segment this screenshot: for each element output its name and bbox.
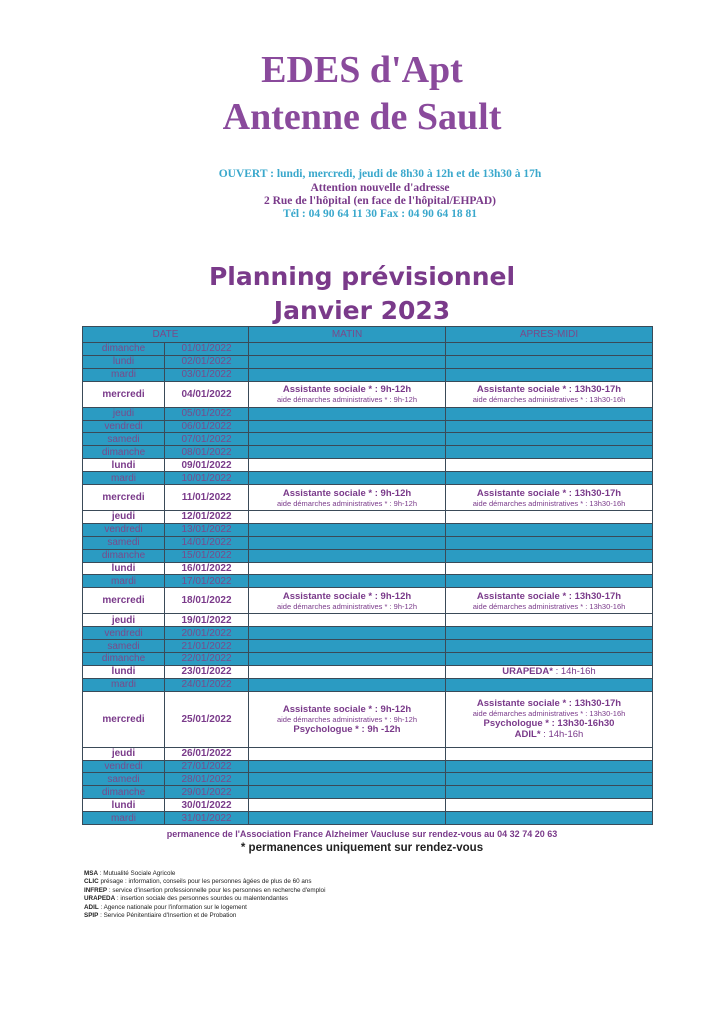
- service-line: [249, 704, 445, 715]
- planning-month: Janvier 2023: [273, 296, 451, 325]
- day-cell: dimanche: [83, 786, 165, 799]
- service-hours: : 14h-16h: [552, 666, 596, 678]
- apres-midi-cell: [446, 511, 653, 524]
- service-hours: : 9h-12h: [372, 487, 412, 499]
- service-line: [446, 698, 652, 709]
- service-hours: : 9h-12h: [387, 714, 418, 724]
- date-cell: 29/01/2022: [165, 786, 249, 799]
- date-cell: 17/01/2022: [165, 575, 249, 588]
- table-row: [83, 523, 653, 536]
- date-cell: 01/01/2022: [165, 343, 249, 356]
- apres-midi-cell: [446, 536, 653, 549]
- day-cell: jeudi: [83, 511, 165, 524]
- service-name: Psychologue *: [483, 718, 549, 730]
- day-cell: mercredi: [83, 691, 165, 747]
- day-cell: dimanche: [83, 653, 165, 666]
- apres-midi-cell: [446, 381, 653, 407]
- matin-cell: [249, 812, 446, 825]
- date-cell: 14/01/2022: [165, 536, 249, 549]
- table-row: [83, 536, 653, 549]
- legend-item: [84, 912, 325, 920]
- day-cell: mercredi: [83, 485, 165, 511]
- date-cell: 28/01/2022: [165, 773, 249, 786]
- apres-midi-cell: [446, 691, 653, 747]
- legend-abbr: ADIL: [84, 903, 99, 911]
- table-row: [83, 588, 653, 614]
- service-hours: : 9h -12h: [358, 723, 401, 735]
- apres-midi-cell: [446, 446, 653, 459]
- service-hours: : 9h-12h: [372, 703, 412, 715]
- table-row: [83, 485, 653, 511]
- legend-item: [84, 904, 325, 912]
- service-line: [249, 499, 445, 508]
- legend-item: [84, 887, 325, 895]
- service-line: [446, 709, 652, 718]
- title-line2: Antenne de Sault: [222, 96, 502, 138]
- matin-cell: [249, 588, 446, 614]
- service-name: Assistante sociale *: [476, 487, 567, 499]
- matin-cell: [249, 799, 446, 812]
- date-cell: 19/01/2022: [165, 614, 249, 627]
- service-line: [249, 384, 445, 395]
- legend-text: : Service Pénitentiaire d'Insertion et de Probation: [98, 912, 237, 920]
- day-cell: samedi: [83, 640, 165, 653]
- header-apres-midi: APRES-MIDI: [446, 327, 653, 343]
- date-cell: 16/01/2022: [165, 562, 249, 575]
- matin-cell: [249, 562, 446, 575]
- service-name: aide démarches administratives *: [276, 395, 388, 405]
- matin-cell: [249, 459, 446, 472]
- matin-cell: [249, 614, 446, 627]
- date-cell: 03/01/2022: [165, 368, 249, 381]
- apres-midi-cell: [446, 433, 653, 446]
- day-cell: lundi: [83, 459, 165, 472]
- legend-abbr: CLIC: [84, 878, 99, 886]
- abbreviation-legend: [84, 870, 325, 920]
- table-row: [83, 665, 653, 678]
- table-row: [83, 368, 653, 381]
- day-cell: samedi: [83, 536, 165, 549]
- day-cell: mardi: [83, 812, 165, 825]
- date-cell: 10/01/2022: [165, 472, 249, 485]
- service-hours: : 13h30-17h: [566, 590, 622, 602]
- day-cell: mardi: [83, 678, 165, 691]
- table-row: [83, 773, 653, 786]
- apres-midi-cell: [446, 549, 653, 562]
- table-row: [83, 433, 653, 446]
- service-name: aide démarches administratives *: [276, 714, 388, 724]
- table-row: [83, 760, 653, 773]
- apres-midi-cell: [446, 747, 653, 760]
- apres-midi-cell: [446, 665, 653, 678]
- date-cell: 24/01/2022: [165, 678, 249, 691]
- service-hours: : 9h-12h: [387, 601, 418, 611]
- day-cell: vendredi: [83, 627, 165, 640]
- service-line: [446, 602, 652, 611]
- matin-cell: [249, 653, 446, 666]
- alzheimer-note: permanence de l'Association France Alzheimer Vaucluse sur rendez-vous au 04 32 74 20 63: [166, 829, 558, 839]
- table-row: [83, 459, 653, 472]
- date-cell: 21/01/2022: [165, 640, 249, 653]
- apres-midi-cell: [446, 355, 653, 368]
- matin-cell: [249, 747, 446, 760]
- apres-midi-cell: [446, 472, 653, 485]
- day-cell: vendredi: [83, 523, 165, 536]
- service-name: aide démarches administratives *: [276, 498, 388, 508]
- service-line: [446, 488, 652, 499]
- day-cell: lundi: [83, 562, 165, 575]
- legend-text: : Mutualité Sociale Agricole: [98, 870, 176, 877]
- matin-cell: [249, 511, 446, 524]
- day-cell: dimanche: [83, 343, 165, 356]
- date-cell: 22/01/2022: [165, 653, 249, 666]
- service-line: [446, 591, 652, 602]
- service-name: aide démarches administratives *: [472, 709, 584, 719]
- header-matin: MATIN: [249, 327, 446, 343]
- apres-midi-cell: [446, 575, 653, 588]
- date-cell: 20/01/2022: [165, 627, 249, 640]
- day-cell: jeudi: [83, 747, 165, 760]
- matin-cell: [249, 420, 446, 433]
- date-cell: 15/01/2022: [165, 549, 249, 562]
- matin-cell: [249, 355, 446, 368]
- matin-cell: [249, 368, 446, 381]
- date-cell: 08/01/2022: [165, 446, 249, 459]
- service-name: aide démarches administratives *: [472, 498, 584, 508]
- table-header-row: [83, 327, 653, 343]
- day-cell: mercredi: [83, 588, 165, 614]
- matin-cell: [249, 381, 446, 407]
- table-row: [83, 407, 653, 420]
- service-line: [249, 724, 445, 735]
- service-hours: : 13h30-16h: [583, 601, 626, 611]
- apres-midi-cell: [446, 653, 653, 666]
- day-cell: mercredi: [83, 381, 165, 407]
- table-row: [83, 549, 653, 562]
- matin-cell: [249, 773, 446, 786]
- header-date: DATE: [83, 327, 249, 343]
- service-name: Psychologue *: [293, 723, 359, 735]
- date-cell: 11/01/2022: [165, 485, 249, 511]
- date-cell: 23/01/2022: [165, 665, 249, 678]
- legend-text: : service d'insertion professionnelle pour les personnes en recherche d'emploi: [107, 886, 326, 894]
- service-hours: : 13h30-17h: [566, 487, 622, 499]
- matin-cell: [249, 433, 446, 446]
- day-cell: mardi: [83, 368, 165, 381]
- service-hours: : 13h30-16h30: [548, 718, 615, 730]
- service-hours: : 9h-12h: [387, 395, 418, 405]
- table-row: [83, 355, 653, 368]
- table-row: [83, 812, 653, 825]
- date-cell: 30/01/2022: [165, 799, 249, 812]
- legend-text: : insertion sociale des personnes sourdes ou malentendantes: [115, 895, 289, 903]
- date-cell: 12/01/2022: [165, 511, 249, 524]
- service-hours: : 13h30-17h: [566, 384, 622, 396]
- day-cell: dimanche: [83, 446, 165, 459]
- day-cell: lundi: [83, 665, 165, 678]
- day-cell: dimanche: [83, 549, 165, 562]
- service-name: aide démarches administratives *: [472, 601, 584, 611]
- planning-table: [82, 326, 653, 825]
- title-line1: EDES d'Apt: [261, 49, 463, 91]
- opening-hours: OUVERT : lundi, mercredi, jeudi de 8h30 à 12h et de 13h30 à 17h: [218, 168, 542, 180]
- apres-midi-cell: [446, 760, 653, 773]
- day-cell: vendredi: [83, 760, 165, 773]
- service-line: [446, 499, 652, 508]
- apres-midi-cell: [446, 562, 653, 575]
- legend-abbr: INFREP: [84, 886, 108, 894]
- apres-midi-cell: [446, 485, 653, 511]
- apres-midi-cell: [446, 343, 653, 356]
- matin-cell: [249, 691, 446, 747]
- apres-midi-cell: [446, 614, 653, 627]
- table-row: [83, 653, 653, 666]
- apres-midi-cell: [446, 678, 653, 691]
- matin-cell: [249, 786, 446, 799]
- date-cell: 13/01/2022: [165, 523, 249, 536]
- phone-fax: Tél : 04 90 64 11 30 Fax : 04 90 64 18 81: [283, 208, 477, 220]
- matin-cell: [249, 523, 446, 536]
- service-line: [446, 666, 652, 677]
- table-row: [83, 640, 653, 653]
- service-hours: : 13h30-17h: [566, 698, 622, 710]
- service-hours: : 14h-16h: [540, 729, 584, 741]
- matin-cell: [249, 665, 446, 678]
- matin-cell: [249, 485, 446, 511]
- table-row: [83, 786, 653, 799]
- apres-midi-cell: [446, 640, 653, 653]
- address-notice: Attention nouvelle d'adresse: [310, 182, 450, 194]
- date-cell: 27/01/2022: [165, 760, 249, 773]
- matin-cell: [249, 407, 446, 420]
- date-cell: 06/01/2022: [165, 420, 249, 433]
- date-cell: 09/01/2022: [165, 459, 249, 472]
- legend-text: présage : information, conseils pour les personnes âgées de plus de 60 ans: [98, 878, 312, 886]
- date-cell: 26/01/2022: [165, 747, 249, 760]
- table-row: [83, 381, 653, 407]
- date-cell: 05/01/2022: [165, 407, 249, 420]
- day-cell: samedi: [83, 773, 165, 786]
- table-row: [83, 575, 653, 588]
- service-name: Assistante sociale *: [476, 698, 567, 710]
- apres-midi-cell: [446, 459, 653, 472]
- service-line: [446, 384, 652, 395]
- apres-midi-cell: [446, 407, 653, 420]
- matin-cell: [249, 549, 446, 562]
- legend-item: [84, 870, 325, 878]
- date-cell: 07/01/2022: [165, 433, 249, 446]
- legend-text: : Agence nationale pour l'information sur le logement: [98, 903, 247, 911]
- planning-title: Planning prévisionnel: [208, 262, 516, 291]
- apres-midi-cell: [446, 799, 653, 812]
- service-hours: : 9h-12h: [387, 498, 418, 508]
- apres-midi-cell: [446, 420, 653, 433]
- matin-cell: [249, 627, 446, 640]
- day-cell: mardi: [83, 575, 165, 588]
- service-name: aide démarches administratives *: [276, 601, 388, 611]
- table-row: [83, 614, 653, 627]
- table-row: [83, 691, 653, 747]
- apres-midi-cell: [446, 368, 653, 381]
- legend-abbr: URAPEDA: [84, 895, 116, 903]
- matin-cell: [249, 472, 446, 485]
- matin-cell: [249, 640, 446, 653]
- matin-cell: [249, 575, 446, 588]
- table-row: [83, 343, 653, 356]
- service-name: Assistante sociale *: [476, 590, 567, 602]
- service-hours: : 13h30-16h: [583, 709, 626, 719]
- date-cell: 31/01/2022: [165, 812, 249, 825]
- service-name: Assistante sociale *: [476, 384, 567, 396]
- matin-cell: [249, 760, 446, 773]
- apres-midi-cell: [446, 523, 653, 536]
- service-line: [249, 602, 445, 611]
- table-row: [83, 678, 653, 691]
- service-hours: : 9h-12h: [372, 590, 412, 602]
- day-cell: vendredi: [83, 420, 165, 433]
- service-name: Assistante sociale *: [282, 384, 373, 396]
- matin-cell: [249, 536, 446, 549]
- matin-cell: [249, 678, 446, 691]
- service-name: URAPEDA*: [502, 666, 553, 678]
- service-line: [249, 395, 445, 404]
- day-cell: lundi: [83, 799, 165, 812]
- service-name: ADIL*: [514, 729, 541, 741]
- day-cell: jeudi: [83, 407, 165, 420]
- apres-midi-cell: [446, 588, 653, 614]
- service-line: [446, 395, 652, 404]
- service-name: Assistante sociale *: [282, 590, 373, 602]
- service-line: [446, 718, 652, 729]
- apres-midi-cell: [446, 786, 653, 799]
- legend-abbr: MSA: [84, 870, 98, 877]
- table-row: [83, 799, 653, 812]
- address: 2 Rue de l'hôpital (en face de l'hôpital/EHPAD): [263, 195, 497, 207]
- table-row: [83, 627, 653, 640]
- service-line: [249, 591, 445, 602]
- table-row: [83, 747, 653, 760]
- legend-item: [84, 878, 325, 886]
- table-row: [83, 511, 653, 524]
- apres-midi-cell: [446, 773, 653, 786]
- table-row: [83, 420, 653, 433]
- service-name: Assistante sociale *: [282, 487, 373, 499]
- apres-midi-cell: [446, 627, 653, 640]
- matin-cell: [249, 343, 446, 356]
- table-row: [83, 472, 653, 485]
- day-cell: samedi: [83, 433, 165, 446]
- service-hours: : 13h30-16h: [583, 498, 626, 508]
- apres-midi-cell: [446, 812, 653, 825]
- date-cell: 04/01/2022: [165, 381, 249, 407]
- service-name: aide démarches administratives *: [472, 395, 584, 405]
- date-cell: 25/01/2022: [165, 691, 249, 747]
- service-hours: : 13h30-16h: [583, 395, 626, 405]
- table-row: [83, 562, 653, 575]
- matin-cell: [249, 446, 446, 459]
- service-line: [249, 715, 445, 724]
- day-cell: jeudi: [83, 614, 165, 627]
- date-cell: 02/01/2022: [165, 355, 249, 368]
- legend-abbr: SPIP: [84, 912, 99, 920]
- appointment-note: * permanences uniquement sur rendez-vous: [240, 842, 484, 854]
- legend-item: [84, 895, 325, 903]
- service-name: Assistante sociale *: [282, 703, 373, 715]
- table-row: [83, 446, 653, 459]
- day-cell: mardi: [83, 472, 165, 485]
- service-hours: : 9h-12h: [372, 384, 412, 396]
- service-line: [446, 729, 652, 740]
- date-cell: 18/01/2022: [165, 588, 249, 614]
- day-cell: lundi: [83, 355, 165, 368]
- service-line: [249, 488, 445, 499]
